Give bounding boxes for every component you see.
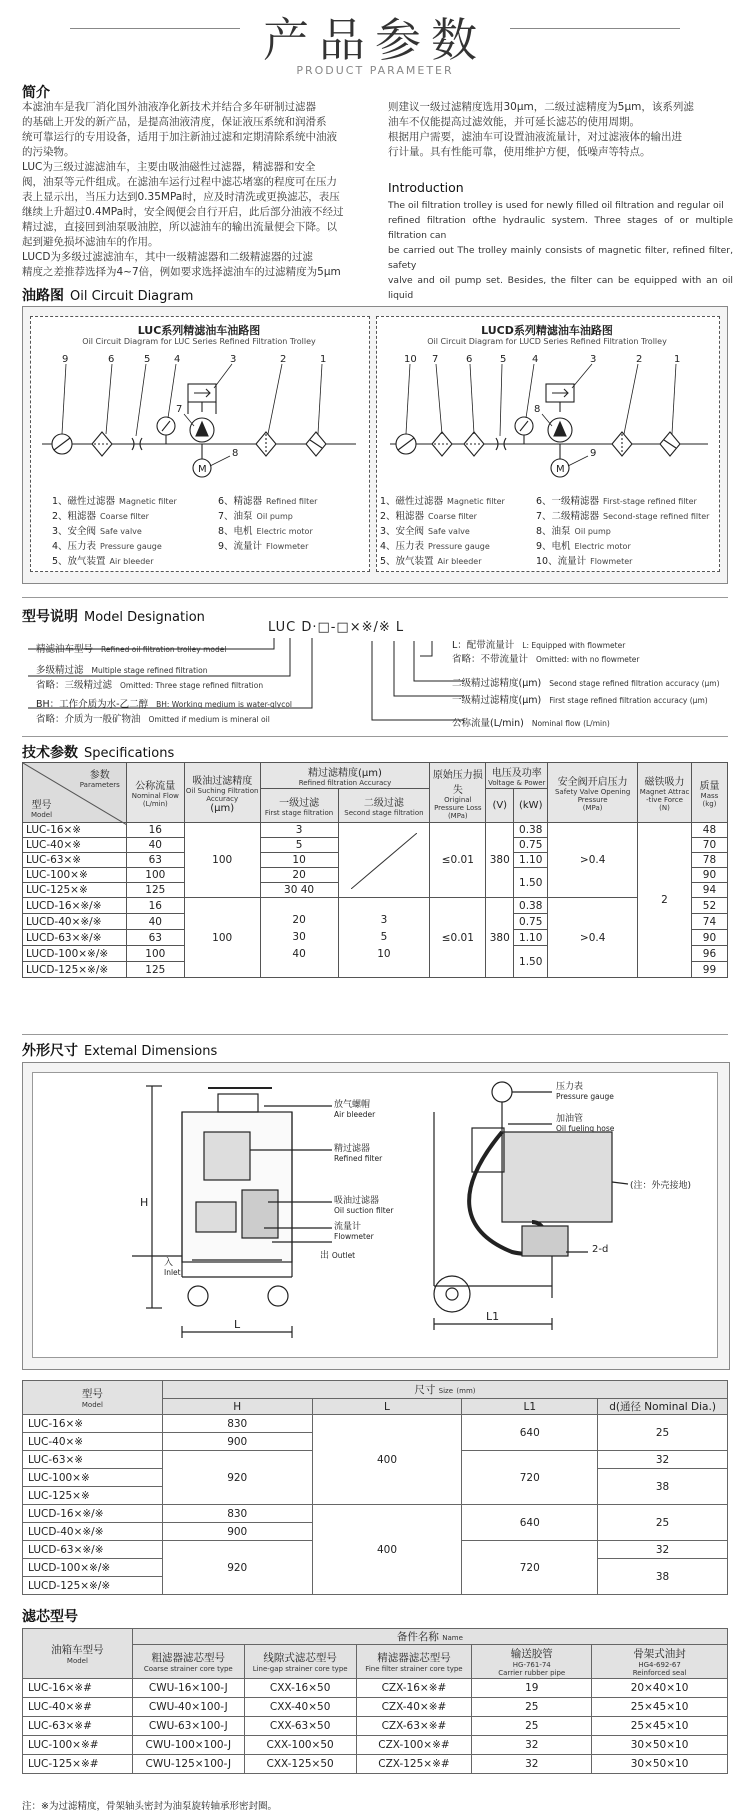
md-label: 一级精过滤精度(μm) First stage refined filtration accuracy (μm) [452,695,708,706]
luc-num: 2 [280,354,287,365]
legend-item: 7、油泵 Oil pump [218,511,293,522]
text-line: LUCD为多级过滤滤油车，其中一级精滤器和二级精滤器的过滤 [22,251,313,263]
text-line: valve and oil pump set. Besides, the filter can be equipped with an oil liquid [388,275,733,301]
md-label: L：配带流量计 L: Equipped with flowmeter [452,640,626,651]
intro-heading: 简介 [22,85,50,101]
luc-legend-col1 [52,494,202,569]
legend-item: 9、电机 Electric motor [536,541,631,552]
lucd-num: 1 [674,354,681,365]
label-l1: L1 [486,1310,500,1323]
label-suction-filter: 吸油过滤器 Oil suction filter [334,1196,394,1215]
svg-text:M: M [556,464,565,475]
lucd-num: 9 [590,448,597,459]
magnetic-filter-symbol [306,432,326,456]
intro-en-heading: Introduction [388,180,464,195]
oil-circuit-heading: 油路图 Oil Circuit Diagram [22,288,194,304]
md-label: BH：工作介质为水-乙二醇 BH: Working medium is water-glycol [36,699,293,710]
legend-item: 1、磁性过滤器 Magnetic filter [380,496,505,507]
legend-item: 6、精滤器 Refined filter [218,496,318,507]
svg-text:M: M [198,464,207,475]
lucd-num: 4 [532,354,539,365]
divider [22,597,728,598]
page-subtitle: PRODUCT PARAMETER [296,64,454,77]
text-line: 继续上升超过0.4MPa时，安全阀便会自行开启，此后部分油液不经过 [22,206,344,218]
specs-heading: 技术参数 Specifications [22,745,175,761]
label-refined-filter: 精过滤器 Refined filter [334,1144,383,1163]
label-air-bleeder: 放气螺帽 Air bleeder [334,1100,376,1119]
lucd-num: 10 [404,354,417,365]
legend-item: 2、粗滤器 Coarse filter [52,511,149,522]
text-line: 的污染物。 [22,146,75,158]
pressure-gauge-symbol [157,417,175,444]
luc-circuit-schematic [36,352,362,482]
text-line: 统可靠运行的专用设备，适用于加注新油过滤和定期清除系统中油液 [22,131,337,143]
text-line: 的基础上开发的新产品，是提高油液清度，保证液压系统和润滑系 [22,116,327,128]
text-line: be carried out The trolley mainly consists of magnetic filter, refined filter, safety [388,245,733,271]
legend-item: 2、粗滤器 Coarse filter [380,511,477,522]
text-line: 行计量。具有性能可靠，使用维护方便，低噪声等特点。 [388,146,651,158]
lucd-num: 2 [636,354,643,365]
luc-num: 1 [320,354,327,365]
luc-num: 5 [144,354,151,365]
lucd-legend-col2 [536,494,716,569]
md-label: 公称流量(L/min) Nominal flow (L/min) [452,718,610,729]
intro-cn-left [22,100,362,280]
dimensions-table: 型号 Model 尺寸 Size (mm) H L L1 d(通径 Nominal Dia.) LUC-16×※ 830 400 640 25 LUC-40×※ 900 LUC-63×※ 920 720 32 LUC-100×※ 38 LUC-125×※ LUCD-16×※/※ 830 400 640 25 LUCD-40×※/※ 900 LUCD-63×※/※ 920 720 32 LUCD-100×※/※ 38 LUCD-125×※/※ [22,1380,728,1595]
lucd-num: 7 [432,354,439,365]
md-label: 二级精过滤精度(μm) Second stage refined filtration accuracy (μm) [452,678,720,689]
text-line: 阀，油泵等元件组成。在滤油车运行过程中滤芯堵塞的程度可在压力 [22,176,337,188]
label-l: L [234,1318,241,1331]
text-line: The oil filtration trolley is used for newly filled oil filtration and regular oil [388,200,724,211]
label-fueling-hose: 加油管 Oil fueling hose [556,1114,615,1133]
cartridges-table: 油箱车型号 Model 备件名称 Name 粗滤器滤芯型号 Coarse strainer core type 线隙式滤芯型号 Line-gap strainer core type 精滤器滤芯型号 Fine filter strainer core type 输送胶管 HG-761-74 Carrier rubber pipe 骨架式油封 HG4-692-67 Reinforced seal LUC-16×※# CWU-16×100-J CXX-16×50 CZX-16×※# 19 20×40×10 LUC-40×※# CWU-40×100-J CXX-40×50 CZX-40×※# 25 25×45×10 LUC-63×※# CWU-63×100-J CXX-63×50 CZX-63×※# 25 25×45×10 LUC-100×※# CWU-100×100-J CXX-100×50 CZX-100×※# 32 30×50×10 LUC-125×※# CWU-125×100-J CXX-125×50 CZX-125×※# 32 30×50×10 [22,1628,728,1774]
divider [22,1034,728,1035]
page-title: 产品参数 [263,13,487,67]
lucd-circuit-schematic [384,352,714,482]
lucd-legend-col1 [380,494,530,569]
luc-legend-col2 [218,494,368,554]
text-line: 本滤油车是我厂消化国外油液净化新技术并结合多年研制过滤器 [22,101,316,113]
text-line: LUC为三级过滤滤油车，主要由吸油磁性过滤器，精滤器和安全 [22,161,316,173]
intro-cn-right [388,100,728,160]
text-line: 精度之差推荐选择为4~7倍，例如要求选择滤油车的过滤精度为5μm [22,266,341,278]
no-second-stage-cell [338,823,430,898]
label-ground-note: (注：外壳接地) [630,1181,692,1191]
text-line: 油车不仅能提高过滤效能，并可延长滤芯的使用周期。 [388,116,640,128]
params-model-header: 参数 Parameters 型号 Model [23,763,127,823]
legend-item: 5、放气装置 Air bleeder [52,556,154,567]
specs-table: 参数 Parameters 型号 Model 公称流量 Nominal Flow (L/min) 吸油过滤精度 Oil Suching Filtration Accuracy (μm) 精过滤精度(μm) Refined filtration Accuracy 原始压力损失 Original Pressure Loss (MPa) 电压及功率 Voltage & Power 安全阀开启压力 Safety Valve Opening Pressure (MPa) 磁铁吸力 Magnet Attrac -tive Force (N) 质量 Mass (kg) 一级过滤 First stage filtration 二级过滤 Second stage filtration (V) (kW) LUC-16×※ 16 100 3 ≤0.01 380 0.38 >0.4 2 48 LUC-40×※ 40 5 0.75 70 LUC-63×※ 63 10 1.10 78 LUC-100×※ 100 20 1.50 90 LUC-125×※ 125 30 40 94 LUCD-16×※/※ 16 100 20 30 40 3 5 10 ≤0.01 380 0.38 >0.4 52 LUCD-40×※/※ 40 0.75 74 LUCD-63×※/※ 63 1.10 90 LUCD-100×※/※ 100 1.50 96 LUCD-125×※/※ 125 99 [22,762,728,978]
md-label: 省略：三级精过滤 Omitted: Three stage refined filtration [36,680,264,691]
coarse-filter-symbol [256,432,276,456]
legend-item: 10、流量计 Flowmeter [536,556,633,567]
legend-item: 8、电机 Electric motor [218,526,313,537]
lucd-diagram-title: LUCD系列精滤油车油路图 [481,324,613,337]
luc-num: 3 [230,354,237,365]
legend-item: 4、压力表 Pressure gauge [380,541,490,552]
cartridges-note: 注：※为过滤精度，骨架轴头密封为油泵旋转轴承形密封圈。 [22,1801,277,1812]
label-pressure-gauge: 压力表 Pressure gauge [556,1082,614,1101]
text-line: refined filtration ofthe hydraulic system. Three stages of or multiple filtration can [388,215,733,241]
text-line: 精过滤，直接回到油泵吸油腔，所以滤油车的输出流量便会下降。以 [22,221,337,233]
label-outlet: 出 Outlet [320,1251,356,1261]
legend-item: 8、油泵 Oil pump [536,526,611,537]
model-code: LUC D·□-□×※/※ L [268,620,405,635]
legend-item: 3、安全阀 Safe valve [52,526,142,537]
cartridges-heading: 滤芯型号 [22,1609,78,1625]
luc-num: 8 [232,448,239,459]
legend-item: 4、压力表 Pressure gauge [52,541,162,552]
oil-pump-symbol [190,418,214,442]
label-h: H [140,1196,149,1209]
md-label: 精滤油车型号 Refined oil filtration trolley model [36,644,227,655]
text-line: 表上显示出，当压力达到0.35MPa时，应及时清洗或更换滤芯，表压 [22,191,340,203]
legend-item: 1、磁性过滤器 Magnetic filter [52,496,177,507]
lucd-num: 8 [534,404,541,415]
legend-item: 5、放气装置 Air bleeder [380,556,482,567]
lucd-num: 3 [590,354,597,365]
luc-num: 4 [174,354,181,365]
refined-filter-symbol [92,432,112,456]
text-line: 起到避免损坏滤油车的作用。 [22,236,159,248]
label-inlet: 入 Inlet [164,1258,181,1277]
dimensions-heading: 外形尺寸 Extemal Dimensions [22,1043,218,1059]
divider [22,736,728,737]
legend-item: 9、流量计 Flowmeter [218,541,309,552]
md-label: 省略：介质为一般矿物油 Omitted if medium is mineral oil [36,714,270,725]
intro-en-text [388,198,733,318]
md-label: 多级精过滤 Multiple stage refined filtration [36,665,208,676]
legend-item: 7、二级精滤器 Second-stage refined filter [536,511,710,522]
lucd-num: 5 [500,354,507,365]
luc-diagram-subtitle: Oil Circuit Diagram for LUC Series Refined Filtration Trolley [82,337,316,346]
luc-num: 9 [62,354,69,365]
label-2d: 2-d [592,1244,609,1255]
luc-diagram-title: LUC系列精滤油车油路图 [137,324,261,337]
flowmeter-symbol [52,434,72,454]
luc-num: 6 [108,354,115,365]
lucd-diagram-subtitle: Oil Circuit Diagram for LUCD Series Refined Filtration Trolley [427,337,667,346]
text-line: 根据用户需要，滤油车可设置油液流量计，对过滤液体的输出进 [388,131,682,143]
model-designation-heading: 型号说明 Model Designation [22,609,205,625]
label-flowmeter: 流量计 Flowmeter [334,1222,374,1241]
luc-num: 7 [176,404,183,415]
lucd-num: 6 [466,354,473,365]
text-line: 则建议一级过滤精度选用30μm，二级过滤精度为5μm，该系列滤 [388,101,694,113]
legend-item: 6、一级精滤器 First-stage refined filter [536,496,697,507]
md-label: 省略：不带流量计 Omitted: with no flowmeter [452,654,640,665]
legend-item: 3、安全阀 Safe valve [380,526,470,537]
